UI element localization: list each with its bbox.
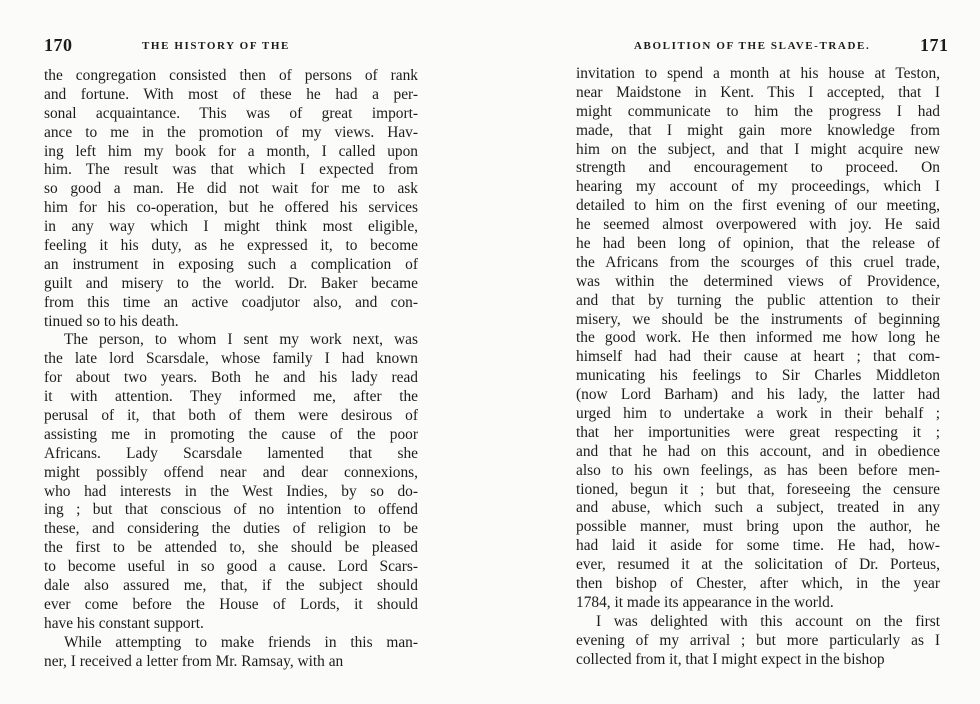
page-number: 171 xyxy=(920,35,949,55)
text-line: that her importunities were great respecting it ; xyxy=(576,423,940,441)
text-line: While attempting to make friends in this man- xyxy=(64,633,418,651)
text-line: and fortune. With most of these he had a per- xyxy=(44,85,418,103)
text-line: tinued so to his death. xyxy=(44,312,179,330)
text-line: ever come before the House of Lords, it should xyxy=(44,595,418,613)
text-line: misery, we should be the instruments of beginning xyxy=(576,310,940,328)
text-line: The person, to whom I sent my work next, was xyxy=(64,331,418,349)
text-line: these, and considering the duties of religion to be xyxy=(44,520,418,538)
text-line: then bishop of Chester, after which, in the year xyxy=(576,575,940,593)
text-line: dale also assured me, that, if the subject should xyxy=(44,577,418,595)
text-line: strength and encouragement to proceed. On xyxy=(576,159,940,177)
text-line: ing left him my book for a month, I called upon xyxy=(44,142,418,160)
text-line: had laid it aside for some time. He had, how- xyxy=(576,537,940,555)
text-line: ing ; but that conscious of no intention to offend xyxy=(44,501,418,519)
text-line: the Africans from the scourges of this cruel trade, xyxy=(576,253,940,271)
text-line: himself had had their cause at heart ; that com- xyxy=(576,348,940,366)
text-line: possible manner, must bring upon the author, he xyxy=(576,518,940,536)
text-line: made, that I might gain more knowledge from xyxy=(576,121,940,139)
page-number: 170 xyxy=(44,35,73,55)
text-line: hearing my account of my proceedings, which I xyxy=(576,178,940,196)
text-line: detailed to him on the first evening of our meeting, xyxy=(576,197,940,215)
text-line: from this time an active coadjutor also, and con- xyxy=(44,293,418,311)
text-line: perusal of it, that both of them were desirous of xyxy=(44,407,418,425)
text-line: him for his co-operation, but he offered his services xyxy=(44,199,418,217)
text-line: it with attention. They informed me, after the xyxy=(44,388,418,406)
text-line: he had been long of opinion, that the release of xyxy=(576,235,940,253)
text-line: I was delighted with this account on the first xyxy=(596,612,940,630)
text-line: municating his feelings to Sir Charles Middleton xyxy=(576,367,940,385)
running-head: ABOLITION OF THE SLAVE-TRADE. xyxy=(634,40,871,52)
text-line: collected from it, that I might expect in the bishop xyxy=(576,650,885,668)
text-line: an instrument in exposing such a complication of xyxy=(44,255,418,273)
text-line: him. The result was that which I expected from xyxy=(44,161,418,179)
text-line: evening of my arrival ; but more particularly as I xyxy=(576,631,940,649)
text-line: Africans. Lady Scarsdale lamented that she xyxy=(44,444,418,462)
text-line: have his constant support. xyxy=(44,614,204,632)
text-line: him on the subject, and that I might acquire new xyxy=(576,140,940,158)
body-text xyxy=(44,67,418,672)
text-line: near Maidstone in Kent. This I accepted, that I xyxy=(576,83,940,101)
running-head: THE HISTORY OF THE xyxy=(142,40,290,52)
text-line: (now Lord Barham) and his lady, the latter had xyxy=(576,386,940,404)
text-line: he seemed almost overpowered with joy. He said xyxy=(576,216,940,234)
text-line: the late lord Scarsdale, whose family I had known xyxy=(44,350,418,368)
text-line: invitation to spend a month at his house at Teston, xyxy=(576,65,940,82)
text-line: guilt and misery to the world. Dr. Baker became xyxy=(44,274,418,292)
text-line: urged him to undertake a work in their behalf ; xyxy=(576,405,940,423)
text-line: assisting me in promoting the cause of the poor xyxy=(44,425,418,443)
right-page xyxy=(490,0,980,704)
text-line: and abuse, which such a subject, treated in any xyxy=(576,499,940,517)
text-line: and that he had on this account, and in obedience xyxy=(576,442,940,460)
text-line: in any way which I might think most eligible, xyxy=(44,218,418,236)
text-line: tioned, begun it ; but that, foreseeing the censure xyxy=(576,480,940,498)
text-line: feeling it his duty, as he expressed it, to become xyxy=(44,237,418,255)
body-text xyxy=(576,65,940,670)
text-line: ance to me in the promotion of my views. Hav- xyxy=(44,123,418,141)
text-line: was within the determined views of Providence, xyxy=(576,272,940,290)
text-line: might communicate to him the progress I had xyxy=(576,102,940,120)
text-line: who had interests in the West Indies, by so do- xyxy=(44,482,418,500)
text-line: ever, resumed it at the solicitation of Dr. Porteus, xyxy=(576,556,940,574)
text-line: might possibly offend near and dear connexions, xyxy=(44,463,418,481)
text-line: and that by turning the public attention to their xyxy=(576,291,940,309)
text-line: the good work. He then informed me how long he xyxy=(576,329,940,347)
text-line: sonal acquaintance. This was of great import- xyxy=(44,104,418,122)
text-line: for about two years. Both he and his lady read xyxy=(44,369,418,387)
text-line: also to his own feelings, as has been before men- xyxy=(576,461,940,479)
text-line: to become useful in so good a cause. Lord Scars- xyxy=(44,558,418,576)
text-line: so good a man. He did not wait for me to ask xyxy=(44,180,418,198)
text-line: ner, I received a letter from Mr. Ramsay, with an xyxy=(44,652,344,670)
text-line: the congregation consisted then of persons of rank xyxy=(44,67,418,84)
text-line: 1784, it made its appearance in the world. xyxy=(576,593,834,611)
text-line: the first to be attended to, she should be pleased xyxy=(44,539,418,557)
